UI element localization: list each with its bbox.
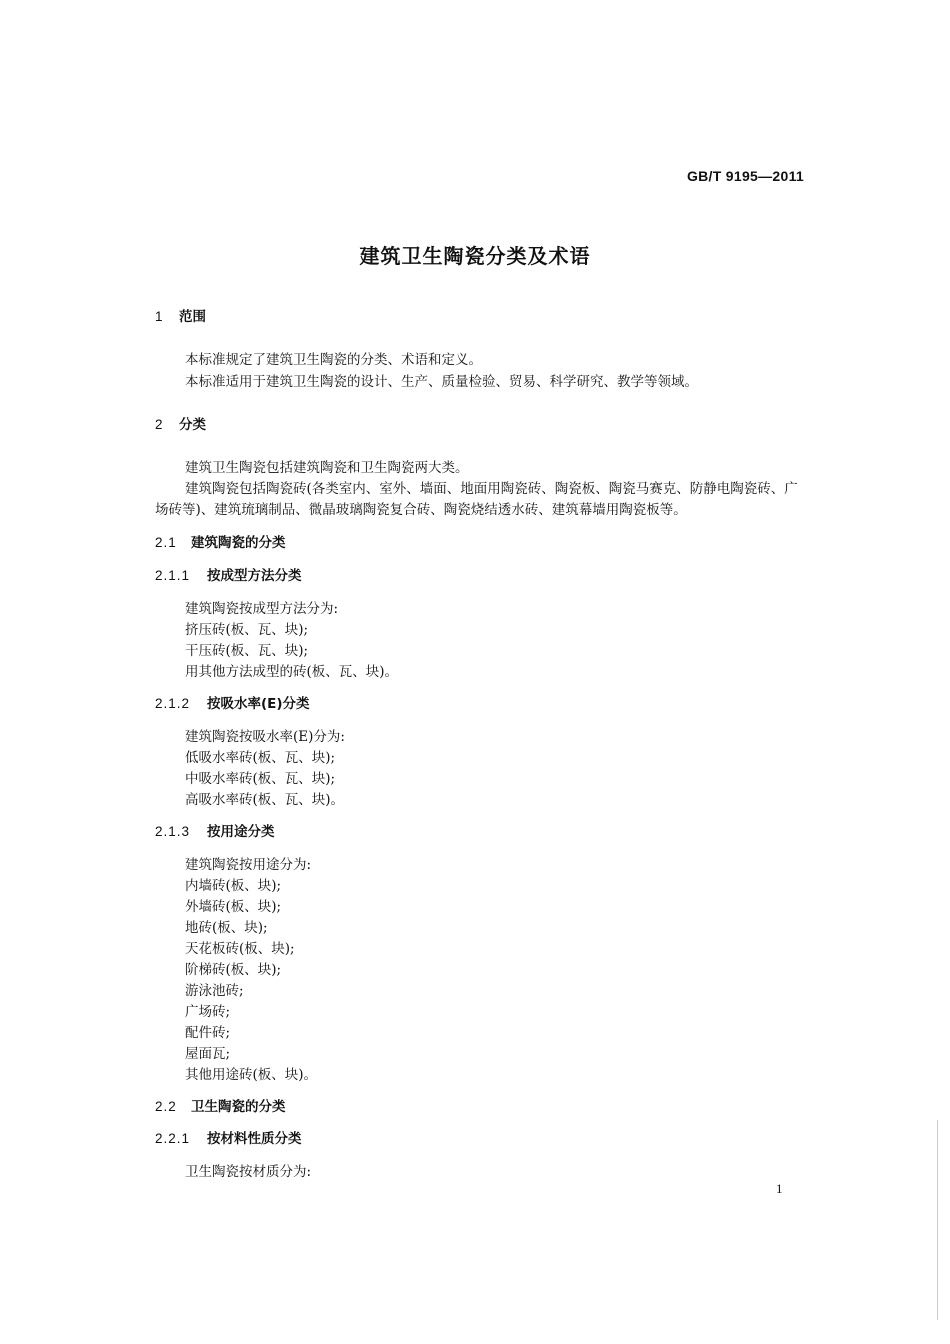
section-2-1-1-title: 按成型方法分类 <box>207 568 302 584</box>
section-2-number: 2 <box>155 417 164 432</box>
list-line: 挤压砖(板、瓦、块); <box>185 622 309 638</box>
section-2-line: 场砖等)、建筑琉璃制品、微晶玻璃陶瓷复合砖、陶瓷烧结透水砖、建筑幕墙用陶瓷板等。 <box>155 502 687 518</box>
list-line: 干压砖(板、瓦、块); <box>185 643 309 659</box>
list-line: 用其他方法成型的砖(板、瓦、块)。 <box>185 664 399 680</box>
document-title: 建筑卫生陶瓷分类及术语 <box>359 244 591 268</box>
list-line: 天花板砖(板、块); <box>185 941 295 957</box>
list-line: 建筑陶瓷按吸水率(E)分为: <box>185 729 345 745</box>
section-1-line: 本标准适用于建筑卫生陶瓷的设计、生产、质量检验、贸易、科学研究、教学等领域。 <box>185 374 698 390</box>
section-2-2-title: 卫生陶瓷的分类 <box>191 1099 286 1115</box>
section-2-line: 建筑卫生陶瓷包括建筑陶瓷和卫生陶瓷两大类。 <box>185 460 469 476</box>
list-line: 配件砖; <box>185 1025 231 1041</box>
list-line: 外墙砖(板、块); <box>185 899 282 915</box>
list-line: 建筑陶瓷按用途分为: <box>185 857 312 873</box>
section-2-1-1-heading <box>155 564 302 584</box>
section-2-1-heading <box>155 531 286 551</box>
section-2-1-3-title: 按用途分类 <box>207 824 275 840</box>
section-2-1-3-heading <box>155 820 275 840</box>
section-2-2-heading <box>155 1095 286 1115</box>
section-2-1-2-title: 按吸水率(E)分类 <box>207 696 310 712</box>
scan-edge-line <box>937 1120 938 1320</box>
list-line: 低吸水率砖(板、瓦、块); <box>185 750 336 766</box>
section-2-2-1-number: 2.2.1 <box>155 1131 191 1146</box>
section-1-heading <box>155 305 206 325</box>
list-line: 阶梯砖(板、块); <box>185 962 282 978</box>
list-line: 广场砖; <box>185 1004 231 1020</box>
list-line: 内墙砖(板、块); <box>185 878 282 894</box>
section-2-1-1-number: 2.1.1 <box>155 568 191 583</box>
section-2-1-2-number: 2.1.2 <box>155 696 191 711</box>
list-line: 屋面瓦; <box>185 1046 231 1062</box>
standard-code: GB/T 9195—2011 <box>686 168 804 184</box>
section-2-1-number: 2.1 <box>155 535 177 550</box>
section-2-heading <box>155 413 206 433</box>
section-2-1-title: 建筑陶瓷的分类 <box>191 535 286 551</box>
list-line: 建筑陶瓷按成型方法分为: <box>185 601 339 617</box>
section-1-line: 本标准规定了建筑卫生陶瓷的分类、术语和定义。 <box>185 352 482 368</box>
list-line: 高吸水率砖(板、瓦、块)。 <box>185 792 345 808</box>
section-1-title: 范围 <box>179 309 206 325</box>
list-line: 卫生陶瓷按材质分为: <box>185 1164 312 1180</box>
section-2-line: 建筑陶瓷包括陶瓷砖(各类室内、室外、墙面、地面用陶瓷砖、陶瓷板、陶瓷马赛克、防静电陶瓷砖、广 <box>185 481 798 497</box>
section-2-1-3-number: 2.1.3 <box>155 824 191 839</box>
list-line: 游泳池砖; <box>185 983 244 999</box>
list-line: 地砖(板、块); <box>185 920 268 936</box>
list-line: 其他用途砖(板、块)。 <box>185 1067 318 1083</box>
page-number: 1 <box>776 1181 783 1196</box>
section-2-2-1-title: 按材料性质分类 <box>207 1131 302 1147</box>
section-2-1-2-heading <box>155 692 310 712</box>
section-2-title: 分类 <box>179 417 206 433</box>
section-2-2-1-heading <box>155 1127 302 1147</box>
section-1-number: 1 <box>155 309 164 324</box>
list-line: 中吸水率砖(板、瓦、块); <box>185 771 336 787</box>
section-2-2-number: 2.2 <box>155 1099 177 1114</box>
